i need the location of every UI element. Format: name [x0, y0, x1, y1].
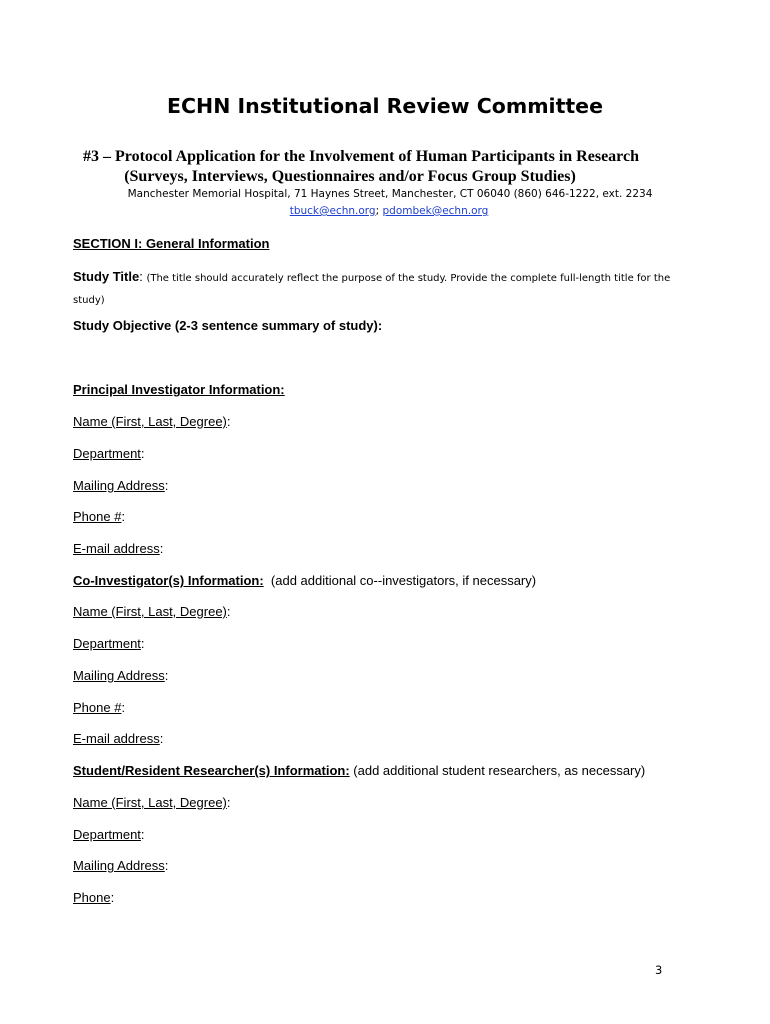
coi-mailing-label: Mailing Address: [73, 668, 165, 683]
coi-mailing-field: Mailing Address:: [73, 668, 169, 683]
pi-name-label: Name (First, Last, Degree): [73, 414, 227, 429]
coi-heading-row: [73, 573, 536, 588]
study-title-colon: :: [139, 269, 147, 284]
student-name-field: Name (First, Last, Degree):: [73, 795, 231, 810]
pi-phone-field: Phone #:: [73, 509, 126, 524]
student-department-field: Department:: [73, 827, 145, 842]
student-phone-field: Phone:: [73, 890, 115, 905]
coi-phone-label: Phone #: [73, 700, 122, 715]
student-name-label: Name (First, Last, Degree): [73, 795, 227, 810]
study-title-label: Study Title: [73, 269, 140, 284]
coi-department-label: Department: [73, 636, 141, 651]
student-mailing-label: Mailing Address: [73, 858, 165, 873]
pi-mailing-field: Mailing Address:: [73, 478, 169, 493]
study-objective-label: Study Objective (2-3 sentence summary of study):: [73, 318, 383, 333]
pi-email-label: E-mail address: [73, 541, 160, 556]
pi-phone-label: Phone #: [73, 509, 122, 524]
coi-department-field: Department:: [73, 636, 145, 651]
study-title-row: [73, 267, 703, 311]
pi-department-field: Department:: [73, 446, 145, 461]
coi-phone-field: Phone #:: [73, 700, 126, 715]
email-link-pdombek[interactable]: pdombek@echn.org: [382, 205, 489, 217]
student-department-label: Department: [73, 827, 141, 842]
pi-heading: Principal Investigator Information:: [73, 382, 285, 397]
coi-email-field: E-mail address:: [73, 731, 164, 746]
email-link-tbuck[interactable]: tbuck@echn.org: [289, 205, 376, 217]
pi-name-field: Name (First, Last, Degree):: [73, 414, 231, 429]
coi-heading: Co-Investigator(s) Information:: [73, 573, 264, 588]
hospital-address: Manchester Memorial Hospital, 71 Haynes Street, Manchester, CT 06040 (860) 646-1222, ext. 2234: [127, 188, 653, 200]
form-subtitle: #3 – Protocol Application for the Involvement of Human Participants in Research: [83, 148, 639, 165]
coi-name-label: Name (First, Last, Degree): [73, 604, 227, 619]
coi-name-field: Name (First, Last, Degree):: [73, 604, 231, 619]
page-title: ECHN Institutional Review Committee: [167, 94, 603, 118]
pi-mailing-label: Mailing Address: [73, 478, 165, 493]
email-separator: ;: [375, 205, 383, 217]
contact-emails: [0, 205, 770, 217]
page-number: 3: [655, 963, 663, 977]
student-phone-label: Phone: [73, 890, 111, 905]
student-mailing-field: Mailing Address:: [73, 858, 169, 873]
pi-department-label: Department: [73, 446, 141, 461]
form-subtitle-scope: (Surveys, Interviews, Questionnaires and/or Focus Group Studies): [124, 168, 576, 185]
student-note: (add additional student researchers, as necessary): [353, 763, 646, 778]
student-heading-row: [73, 763, 645, 778]
coi-note: (add additional co--investigators, if necessary): [270, 573, 537, 588]
pi-email-field: E-mail address:: [73, 541, 164, 556]
coi-email-label: E-mail address: [73, 731, 160, 746]
section-heading: SECTION I: General Information: [73, 236, 270, 251]
study-title-note: (The title should accurately reflect the purpose of the study. Provide the complete full-length title for the study): [73, 273, 671, 306]
student-heading: Student/Resident Researcher(s) Information:: [73, 763, 350, 778]
